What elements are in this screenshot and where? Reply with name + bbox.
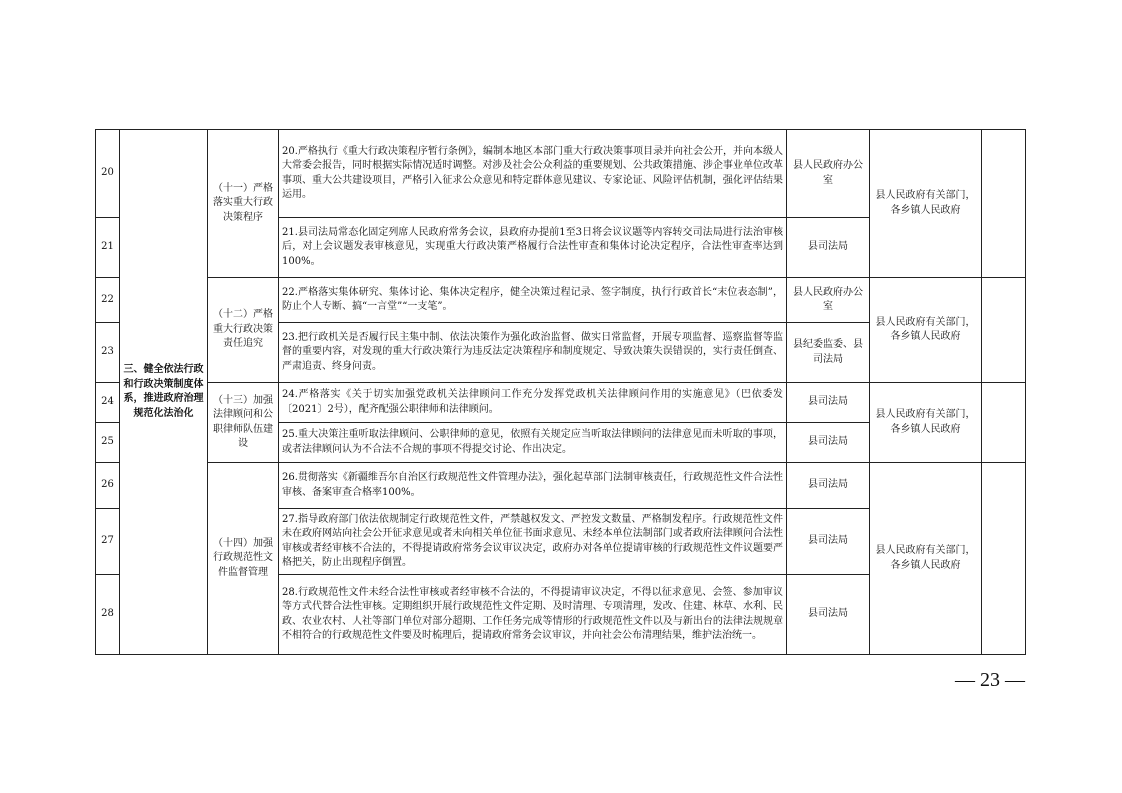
lead-unit: 县人民政府办公室 — [787, 130, 870, 218]
remarks-cell — [982, 130, 1026, 278]
row-number: 27 — [96, 509, 120, 575]
row-number: 22 — [96, 278, 120, 323]
task-content: 23.把行政机关是否履行民主集中制、依法决策作为强化政治监督、做实日常监督，开展专项监督、巡察监督等监督的重要内容，对发现的重大行政决策行为违反法定决策程序和制度规定、导致决策失误错误的，实行责任倒查、严肃追责、终身问责。 — [279, 323, 787, 383]
row-number: 28 — [96, 575, 120, 655]
task-content: 21.县司法局常态化固定列席人民政府常务会议，县政府办提前1至3日将会议议题等内容转交司法局进行法治审核后，对上会议题发表审核意见，实现重大行政决策严格履行合法性审查和集体讨论决定程序，合法性审查率达到100%。 — [279, 218, 787, 278]
lead-unit: 县司法局 — [787, 575, 870, 655]
row-number: 21 — [96, 218, 120, 278]
lead-unit: 县司法局 — [787, 383, 870, 423]
table-row — [96, 383, 1026, 423]
remarks-cell — [982, 463, 1026, 655]
lead-unit: 县司法局 — [787, 509, 870, 575]
remarks-cell — [982, 383, 1026, 463]
responsible-units: 县人民政府有关部门，各乡镇人民政府 — [870, 278, 982, 383]
page-number: — 23 — — [955, 669, 1025, 691]
row-number: 26 — [96, 463, 120, 509]
row-number: 24 — [96, 383, 120, 423]
subcategory-cell: （十三）加强法律顾问和公职律师队伍建设 — [208, 383, 279, 463]
task-content: 22.严格落实集体研究、集体讨论、集体决定程序，健全决策过程记录、签字制度，执行行政首长“末位表态制”，防止个人专断、搞“一言堂”“一支笔”。 — [279, 278, 787, 323]
table-row — [96, 278, 1026, 323]
lead-unit: 县司法局 — [787, 463, 870, 509]
row-number: 20 — [96, 130, 120, 218]
task-content: 28.行政规范性文件未经合法性审核或者经审核不合法的，不得提请审议决定，不得以征求意见、会签、参加审议等方式代替合法性审核。定期组织开展行政规范性文件定期、及时清理、专项清理，发改、住建、林草、水利、民政、农业农村、人社等部门单位对部分超期、工作任务完成等情形的行政规范性文件以及与新出台的法律法规规章不相符合的行政规范性文件要及时梳理后，提请政府常务会议审议，并向社会公布清理结果，维护法治统一。 — [279, 575, 787, 655]
subcategory-cell: （十四）加强行政规范性文件监督管理 — [208, 463, 279, 655]
table-row — [96, 130, 1026, 218]
task-content: 27.指导政府部门依法依规制定行政规范性文件，严禁越权发文、严控发文数量、严格制发程序。行政规范性文件未在政府网站向社会公开征求意见或者未向相关单位征书面求意见、未经本单位法制部门或者政府法律顾问合法性审核或者经审核不合法的，不得提请政府常务会议审议决定，政府办对各单位提请审核的行政规范性文件议题要严格把关，防止出现程序倒置。 — [279, 509, 787, 575]
task-content: 25.重大决策注重听取法律顾问、公职律师的意见，依照有关规定应当听取法律顾问的法律意见而未听取的事项，或者法律顾问认为不合法不合规的事项不得提交讨论、作出决定。 — [279, 423, 787, 463]
table-row — [96, 463, 1026, 509]
lead-unit: 县司法局 — [787, 423, 870, 463]
task-content: 26.贯彻落实《新疆维吾尔自治区行政规范性文件管理办法》，强化起草部门法制审核责任，行政规范性文件合法性审核、备案审查合格率100%。 — [279, 463, 787, 509]
task-content: 24.严格落实《关于切实加强党政机关法律顾问工作充分发挥党政机关法律顾问作用的实施意见》（巴依委发〔2021〕2号），配齐配强公职律师和法律顾问。 — [279, 383, 787, 423]
lead-unit: 县司法局 — [787, 218, 870, 278]
subcategory-cell: （十一）严格落实重大行政决策程序 — [208, 130, 279, 278]
task-content: 20.严格执行《重大行政决策程序暂行条例》，编制本地区本部门重大行政决策事项目录并向社会公开，并向本级人大常委会报告，同时根据实际情况适时调整。对涉及社会公众利益的重要规划、公共政策措施、涉企事业单位改革事项、重大公共建设项目，严格引入征求公众意见和特定群体意见建议、专家论证、风险评估机制，强化评估结果运用。 — [279, 130, 787, 218]
row-number: 23 — [96, 323, 120, 383]
lead-unit: 县纪委监委、县司法局 — [787, 323, 870, 383]
remarks-cell — [982, 278, 1026, 383]
responsible-units: 县人民政府有关部门，各乡镇人民政府 — [870, 383, 982, 463]
row-number: 25 — [96, 423, 120, 463]
lead-unit: 县人民政府办公室 — [787, 278, 870, 323]
responsible-units: 县人民政府有关部门，各乡镇人民政府 — [870, 130, 982, 278]
subcategory-cell: （十二）严格重大行政决策责任追究 — [208, 278, 279, 383]
category-cell: 三、健全依法行政和行政决策制度体系，推进政府治理规范化法治化 — [120, 130, 208, 655]
responsible-units: 县人民政府有关部门，各乡镇人民政府 — [870, 463, 982, 655]
task-table — [95, 129, 1026, 655]
